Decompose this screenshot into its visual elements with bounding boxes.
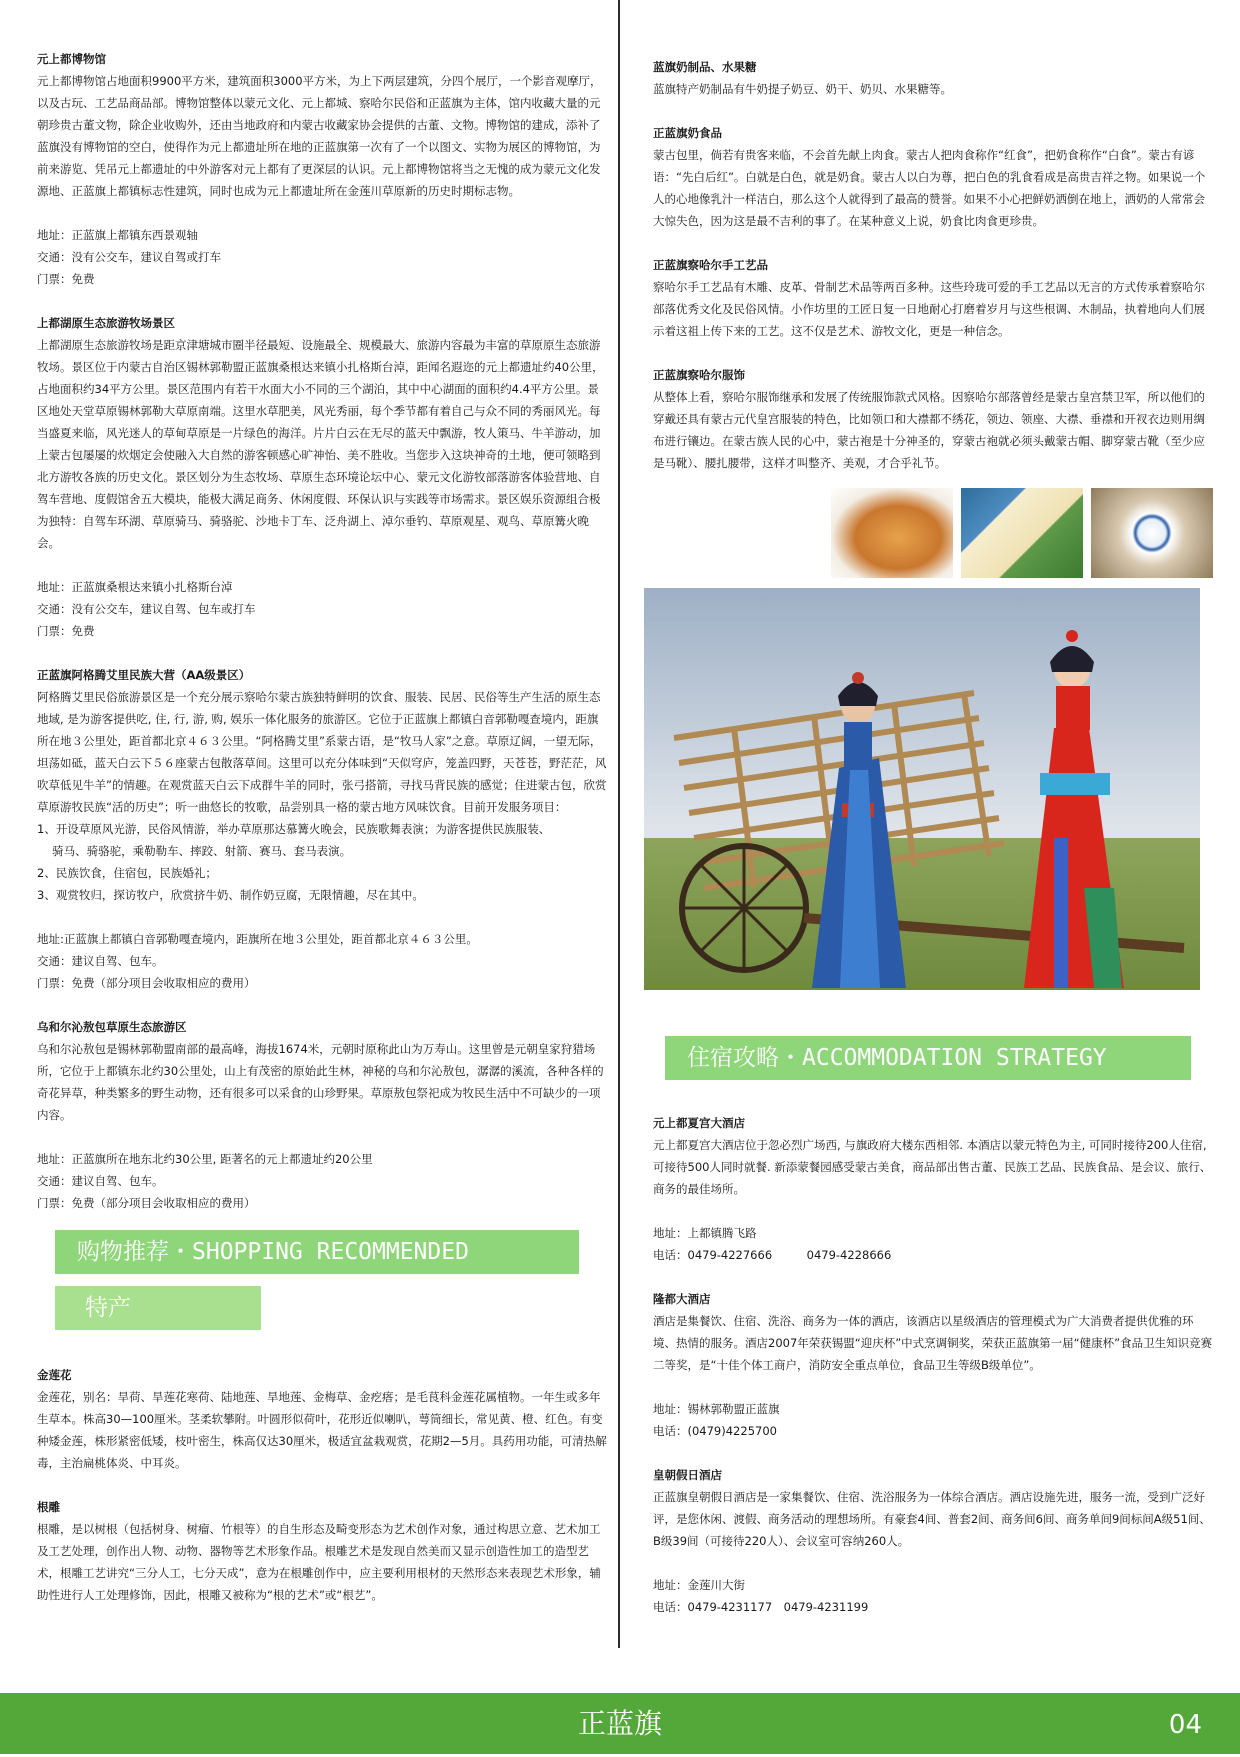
address-line: 地址：锡林郭勒盟正蓝旗 — [653, 1402, 780, 1416]
specialty-title: 蓝旗奶制品、水果糖 — [653, 60, 757, 74]
address-line: 地址：金莲川大街 — [653, 1578, 745, 1592]
transport-line: 交通：没有公交车，建议自驾、包车或打车 — [37, 602, 256, 616]
hotel-block — [653, 1288, 1213, 1376]
address-line: 地址：正蓝旗桑根达来镇小扎格斯台淖 — [37, 580, 233, 594]
specialty-description: 蒙古包里，倘若有贵客来临，不会首先献上肉食。蒙古人把肉食称作“红食”，把奶食称作“白食”。蒙古有谚语：“先白后红”。白就是白色，就是奶食。蒙古人以白为尊，把白色的乳食看成是高贵吉祥之物。如果说一个人的心地像乳汁一样洁白，那么这个人就得到了最高的赞誉。如果不小心把鲜奶洒倒在地上，洒奶的人常常会大惊失色，因为这是最不吉利的事了。在某种意义上说，奶食比肉食更珍贵。 — [653, 148, 1206, 228]
mongolian-costume-photo — [644, 588, 1200, 990]
specialty-title: 正蓝旗察哈尔手工艺品 — [653, 258, 768, 272]
attraction-title: 上都湖原生态旅游牧场景区 — [37, 316, 175, 330]
specialty-block — [653, 56, 1213, 100]
phone-line: 电话：(0479)4225700 — [653, 1424, 777, 1438]
address-line: 地址：正蓝旗上都镇东西景观轴 — [37, 228, 198, 242]
milk-tofu-photo — [961, 488, 1083, 578]
specialty-description: 察哈尔手工艺品有木雕、皮革、骨制艺术品等两百多种。这些玲珑可爱的手工艺品以无言的方式传承着察哈尔部落优秀文化及民俗风情。小作坊里的工匠日复一日地耐心打磨着岁月与这些根调、木制品，执着地向人们展示着这祖上传下来的工艺。这不仅是艺术、游牧文化，更是一种信念。 — [653, 280, 1205, 338]
left-column — [37, 48, 609, 1628]
attraction-block — [37, 48, 609, 202]
hotel-info — [653, 1398, 1213, 1442]
column-divider — [618, 0, 620, 1648]
transport-line: 交通：建议自驾、包车。 — [37, 1174, 164, 1188]
attraction-description: 乌和尔沁敖包是锡林郭勒盟南部的最高峰，海拔1674米，元朝时原称此山为万寿山。这里曾是元朝皇家狩猎场所，它位于上都镇东北约30公里处，山上有茂密的原始此生林，神秘的乌和尔沁敖包，潺潺的溪流，各种各样的奇花异草，种类繁多的野生动物，还有很多可以采食的山珍野果。草原敖包祭祀成为牧民生活中不可缺少的一项内容。 — [37, 1042, 604, 1122]
transport-line: 交通：建议自驾、包车。 — [37, 954, 164, 968]
attraction-info — [37, 224, 609, 290]
footer-title: 正蓝旗 — [577, 1707, 662, 1740]
specialty-description: 从整体上看，察哈尔服饰继承和发展了传统服饰款式风格。因察哈尔部落曾经是蒙古皇宫禁卫军，所以他们的穿戴还具有蒙古元代皇宫服装的特色，比如领口和大襟都不绣花，领边、领座、大襟、垂襟和开衩衣边则用绸布进行镶边。在蒙古族人民的心中，蒙古袍是十分神圣的，穿蒙古袍就必须头戴蒙古帽、脚穿蒙古靴（至少应是马靴）、腰扎腰带，这样才叫整齐、美观，才合乎礼节。 — [653, 390, 1205, 470]
service-list-item: 2、民族饮食，住宿包，民族婚礼； — [37, 866, 217, 880]
ticket-line: 门票：免费（部分项目会收取相应的费用） — [37, 1196, 256, 1210]
page-footer — [0, 1693, 1240, 1754]
hotel-info — [653, 1222, 1213, 1266]
transport-line: 交通：没有公交车，建议自驾或打车 — [37, 250, 221, 264]
hotel-description: 正蓝旗皇朝假日酒店是一家集餐饮、住宿、洗浴服务为一体综合酒店。酒店设施先进，服务一流，受到广泛好评，是您休闲、渡假、商务活动的理想场所。有豪套4间、普套2间、商务间6间、商务单间9间标间A级51间、B级39间（可接待220人）、会议室可容纳260人。 — [653, 1490, 1211, 1548]
attraction-title: 乌和尔沁敖包草原生态旅游区 — [37, 1020, 187, 1034]
specialty-title: 根雕 — [37, 1500, 60, 1514]
hotel-title: 皇朝假日酒店 — [653, 1468, 722, 1482]
service-list-item: 3、观赏牧归，探访牧户，欣赏挤牛奶、制作奶豆腐，无限情趣，尽在其中。 — [37, 888, 424, 902]
attraction-description: 元上都博物馆占地面积9900平方米，建筑面积3000平方米，为上下两层建筑，分四个展厅，一个影音观摩厅，以及古玩、工艺品商品部。博物馆整体以蒙元文化、元上都城、察哈尔民俗和正蓝旗为主体，馆内收藏大量的元朝珍贵古董文物，除企业收购外，还由当地政府和内蒙古收藏家协会提供的古董、文物。博物馆的建成，添补了蓝旗没有博物馆的空白，使得作为元上都遗址所在地的正蓝旗第一次有了一个以图文、实物为展区的博物馆，为前来游览、凭吊元上都遗址的中外游客对元上都有了更深层的认识。元上都博物馆将当之无愧的成为蒙元文化发源地、正蓝旗上都镇标志性建筑，同时也成为元上都遗址所在金莲川草原新的历史时期标志物。 — [37, 74, 602, 198]
specialty-title: 正蓝旗奶食品 — [653, 126, 722, 140]
specialty-description: 根雕，是以树根（包括树身、树瘤、竹根等）的自生形态及畸变形态为艺术创作对象，通过构思立意、艺术加工及工艺处理，创作出人物、动物、器物等艺术形象作品。根雕艺术是发现自然美而又显示创造性加工的造型艺术，根雕工艺讲究“三分人工，七分天成”，意为在根雕创作中，应主要利用根材的天然形态来表现艺术形象，辅助性进行人工处理修饰，因此，根雕又被称为“根的艺术”或“根艺”。 — [37, 1522, 601, 1602]
phone-line: 电话：0479-4231177 0479-4231199 — [653, 1600, 869, 1614]
address-line: 地址:正蓝旗上都镇白音郭勒嘎查境内，距旗所在地３公里处，距首都北京４６３公里。 — [37, 932, 478, 946]
ticket-line: 门票：免费 — [37, 272, 95, 286]
porcelain-bowl-photo — [1091, 488, 1213, 578]
specialty-block — [653, 254, 1213, 342]
page-number: 04 — [1168, 1710, 1202, 1740]
accommodation-banner: 住宿攻略・ACCOMMODATION STRATEGY — [665, 1036, 1191, 1080]
specialty-block — [653, 364, 1213, 474]
shopping-banner: 购物推荐・SHOPPING RECOMMENDED — [55, 1230, 579, 1274]
attraction-title: 正蓝旗阿格腾艾里民族大营（AA级景区） — [37, 668, 251, 682]
specialty-block — [653, 122, 1213, 232]
attraction-info — [37, 576, 609, 642]
address-line: 地址：正蓝旗所在地东北约30公里, 距著名的元上都遗址约20公里 — [37, 1152, 373, 1166]
hotel-block — [653, 1464, 1213, 1552]
specialty-title: 正蓝旗察哈尔服饰 — [653, 368, 745, 382]
specialty-title: 金莲花 — [37, 1368, 72, 1382]
specialty-tag: 特产 — [55, 1286, 261, 1330]
specialty-block — [37, 1496, 609, 1606]
attraction-description: 阿格腾艾里民俗旅游景区是一个充分展示察哈尔蒙古族独特鲜明的饮食、服装、民居、民俗等生产生活的原生态地域, 是为游客提供吃, 住, 行, 游, 购, 娱乐一体化服务的旅游区。它位于正蓝旗上都镇白音郭勒嘎查境内，距旗所在地３公里处，距首都北京４６３公里。“阿格腾艾里”系蒙古语，是“牧马人家”之意。草原辽阔，一望无际，坦荡如砥，蓝天白云下５６座蒙古包散落草间。这里可以充分体味到“天似穹庐，笼盖四野，天苍苍，野茫茫，风吹草低见牛羊”的情趣。在观赏蓝天白云下成群牛羊的同时，张弓搭箭，寻找马背民族的感觉；住进蒙古包，欣赏草原游牧民族“活的历史”；听一曲悠长的牧歌，品尝别具一格的蒙古地方风味饮食。目前开发服务项目： — [37, 690, 607, 814]
service-list-item: 1、开设草原风光游，民俗风情游，举办草原那达慕篝火晚会，民族歌舞表演；为游客提供民族服装、 — [37, 822, 551, 836]
attraction-info — [37, 928, 609, 994]
service-list-item: 骑马、骑骆驼，乘勒勒车、摔跤、射箭、赛马、套马表演。 — [37, 844, 352, 858]
attraction-info — [37, 1148, 609, 1214]
attraction-block — [37, 664, 609, 906]
attraction-block — [37, 312, 609, 554]
hotel-info — [653, 1574, 1213, 1618]
address-line: 地址：上都镇腾飞路 — [653, 1226, 757, 1240]
hotel-description: 酒店是集餐饮、住宿、洗浴、商务为一体的酒店，该酒店以星级酒店的管理模式为广大消费者提供优雅的环境、热情的服务。酒店2007年荣获锡盟“迎庆杯”中式烹调铜奖，荣获正蓝旗第一届“健康杯”食品卫生知识竞赛二等奖，是“十佳个体工商户，消防安全重点单位，食品卫生等级B级单位”。 — [653, 1314, 1213, 1372]
hotel-block — [653, 1112, 1213, 1200]
attraction-description: 上都湖原生态旅游牧场是距京津塘城市圈半径最短、设施最全、规模最大、旅游内容最为丰富的草原原生态旅游牧场。景区位于内蒙古自治区锡林郭勒盟正蓝旗桑根达来镇小扎格斯台淖，距闻名遐迩的元上都遗址约40公里，占地面积约34平方公里。景区范围内有若干水面大小不同的三个湖泊，其中中心湖面的面积约4.4平方公里。景区地处天堂草原锡林郭勒大草原南端。这里水草肥美，风光秀丽，每个季节都有着自己与众不同的秀丽风光。每当盛夏来临，风光迷人的草甸草原是一片绿色的海洋。片片白云在无尽的蓝天中飘游，牧人策马、牛羊游动，加上蒙古包屡屡的炊烟定会使融入大自然的游客顿感心旷神怡、美不胜收。当您步入这块神奇的土地，便可领略到北方游牧各族的历史文化。景区划分为生态牧场、草原生态环境论坛中心、蒙元文化游牧部落游客体验营地、自驾车营地、度假馆舍五大模块，能极大满足商务、休闲度假、环保认识与实践等市场需求。景区娱乐资源组合极为独特：自驾车环湖、草原骑马、骑骆驼、沙地卡丁车、泛舟湖上、淖尔垂钓、草原观星、观鸟、草原篝火晚会。 — [37, 338, 604, 550]
hotel-title: 隆都大酒店 — [653, 1292, 711, 1306]
phone-line: 电话：0479-4227666 0479-4228666 — [653, 1248, 892, 1262]
hotel-title: 元上都夏宫大酒店 — [653, 1116, 745, 1130]
fried-dairy-snack-photo — [831, 488, 953, 578]
attraction-title: 元上都博物馆 — [37, 52, 106, 66]
ticket-line: 门票：免费 — [37, 624, 95, 638]
costume-photo-illustration — [644, 588, 1200, 990]
hotel-description: 元上都夏宫大酒店位于忽必烈广场西, 与旗政府大楼东西相邻. 本酒店以蒙元特色为主, 可同时接待200人住宿, 可接待500人同时就餐. 新添蒙餐园感受蒙古美食，商品部出售古董、民族工艺品、民族食品、是会议、旅行、商务的最佳场所。 — [653, 1138, 1212, 1196]
specialty-description: 金莲花，别名：旱荷、旱莲花寒荷、陆地莲、旱地莲、金梅草、金疙瘩；是毛茛科金莲花属植物。一年生或多年生草本。株高30—100厘米。茎柔软攀附。叶圆形似荷叶，花形近似喇叭，萼筒细长，常见黄、橙、红色。有变种矮金莲，株形紧密低矮，枝叶密生，株高仅达30厘米，极适宜盆栽观赏，花期2—5月。具药用功能，可清热解毒，主治扁桃体炎、中耳炎。 — [37, 1390, 607, 1470]
specialty-description: 蓝旗特产奶制品有牛奶提子奶豆、奶干、奶贝、水果糖等。 — [653, 82, 952, 96]
right-column — [653, 56, 1213, 1640]
food-photo-strip — [653, 488, 1213, 578]
specialty-block — [37, 1364, 609, 1474]
attraction-block — [37, 1016, 609, 1126]
ticket-line: 门票：免费（部分项目会收取相应的费用） — [37, 976, 256, 990]
